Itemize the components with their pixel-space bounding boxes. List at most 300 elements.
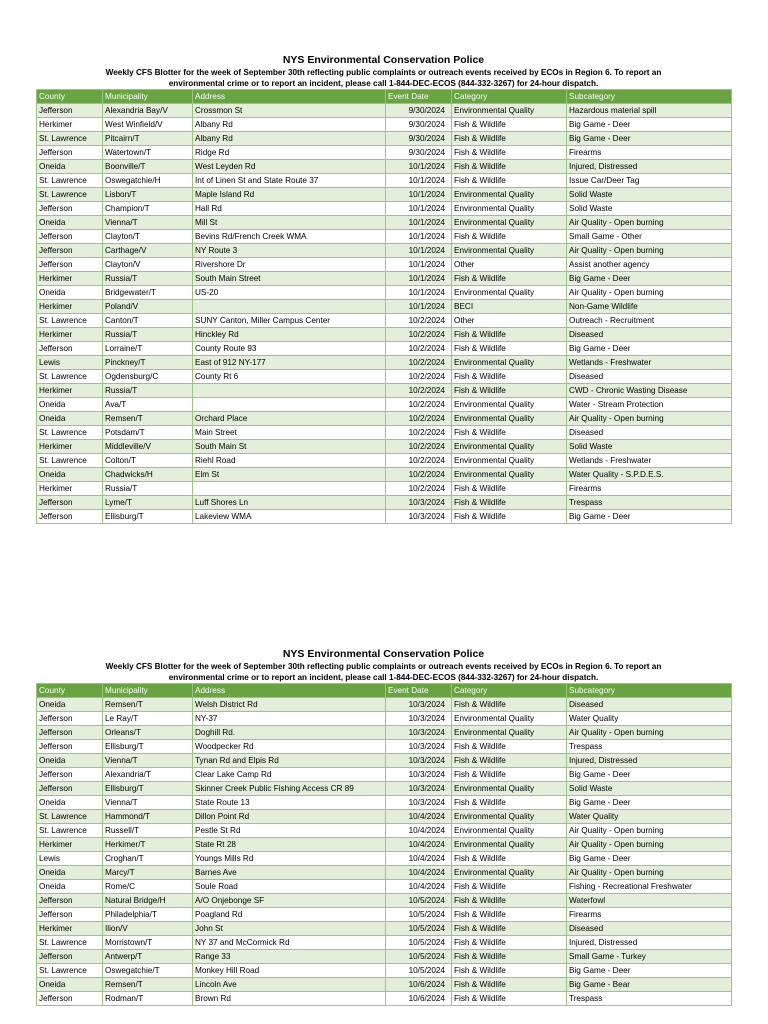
subcategory-cell: Firearms	[567, 482, 732, 496]
municipality-cell: Herkimer/T	[103, 838, 193, 852]
address-cell: Woodpecker Rd	[193, 740, 386, 754]
subcategory-cell: Big Game - Deer	[567, 852, 732, 866]
category-cell: Fish & Wildlife	[452, 936, 567, 950]
county-cell: St. Lawrence	[37, 174, 103, 188]
address-cell: Bevins Rd/French Creek WMA	[193, 230, 386, 244]
table-row	[37, 286, 732, 300]
event-date-cell: 10/2/2024	[386, 342, 452, 356]
address-cell: Hall Rd	[193, 202, 386, 216]
municipality-cell: Morristown/T	[103, 936, 193, 950]
category-cell: Environmental Quality	[452, 782, 567, 796]
event-date-cell: 10/1/2024	[386, 300, 452, 314]
county-cell: Jefferson	[37, 104, 103, 118]
address-cell: Lincoln Ave	[193, 978, 386, 992]
address-cell: Pestle St Rd	[193, 824, 386, 838]
column-header-category: Category	[452, 90, 567, 104]
county-cell: Jefferson	[37, 712, 103, 726]
subcategory-cell: Trespass	[567, 740, 732, 754]
county-cell: Oneida	[37, 160, 103, 174]
county-cell: Jefferson	[37, 230, 103, 244]
category-cell: Fish & Wildlife	[452, 426, 567, 440]
subcategory-cell: Big Game - Deer	[567, 118, 732, 132]
column-header-address: Address	[193, 90, 386, 104]
category-cell: Fish & Wildlife	[452, 118, 567, 132]
subcategory-cell: Outreach - Recruitment	[567, 314, 732, 328]
municipality-cell: Philadelphia/T	[103, 908, 193, 922]
subcategory-cell: Fishing - Recreational Freshwater	[567, 880, 732, 894]
page-subtitle-line-1: Weekly CFS Blotter for the week of September 30th reflecting public complaints or outreach events received by ECOs in Region 6. To report an	[105, 68, 662, 77]
table-row	[37, 426, 732, 440]
municipality-cell: Ellisburg/T	[103, 782, 193, 796]
event-date-cell: 9/30/2024	[386, 104, 452, 118]
category-cell: Fish & Wildlife	[452, 132, 567, 146]
category-cell: BECI	[452, 300, 567, 314]
municipality-cell: Lorraine/T	[103, 342, 193, 356]
county-cell: St. Lawrence	[37, 810, 103, 824]
municipality-cell: Poland/V	[103, 300, 193, 314]
table-row	[37, 950, 732, 964]
event-date-cell: 10/3/2024	[386, 496, 452, 510]
county-cell: Jefferson	[37, 496, 103, 510]
subcategory-cell: Diseased	[567, 922, 732, 936]
address-cell: County Route 93	[193, 342, 386, 356]
municipality-cell: Russia/T	[103, 482, 193, 496]
category-cell: Fish & Wildlife	[452, 894, 567, 908]
category-cell: Environmental Quality	[452, 104, 567, 118]
municipality-cell: Watertown/T	[103, 146, 193, 160]
municipality-cell: Vienna/T	[103, 754, 193, 768]
subcategory-cell: Diseased	[567, 698, 732, 712]
address-cell: Int of Linen St and State Route 37	[193, 174, 386, 188]
address-cell: Monkey Hill Road	[193, 964, 386, 978]
municipality-cell: Middleville/V	[103, 440, 193, 454]
subcategory-cell: Big Game - Deer	[567, 132, 732, 146]
blotter-table	[36, 89, 732, 524]
subcategory-cell: CWD - Chronic Wasting Disease	[567, 384, 732, 398]
subcategory-cell: Diseased	[567, 328, 732, 342]
category-cell: Fish & Wildlife	[452, 384, 567, 398]
event-date-cell: 10/5/2024	[386, 908, 452, 922]
address-cell: NY Route 3	[193, 244, 386, 258]
event-date-cell: 10/6/2024	[386, 992, 452, 1006]
address-cell: South Main St	[193, 440, 386, 454]
county-cell: Oneida	[37, 978, 103, 992]
blotter-table	[36, 683, 732, 1006]
subcategory-cell: Small Game - Other	[567, 230, 732, 244]
subcategory-cell: Air Quality - Open burning	[567, 412, 732, 426]
county-cell: Jefferson	[37, 894, 103, 908]
event-date-cell: 10/3/2024	[386, 726, 452, 740]
category-cell: Fish & Wildlife	[452, 698, 567, 712]
address-cell: State Rt 28	[193, 838, 386, 852]
municipality-cell: Rome/C	[103, 880, 193, 894]
table-row	[37, 384, 732, 398]
event-date-cell: 10/2/2024	[386, 384, 452, 398]
category-cell: Environmental Quality	[452, 412, 567, 426]
table-row	[37, 754, 732, 768]
event-date-cell: 10/1/2024	[386, 174, 452, 188]
table-row	[37, 118, 732, 132]
page-title: NYS Environmental Conservation Police	[282, 648, 485, 660]
county-cell: Oneida	[37, 412, 103, 426]
subcategory-cell: Wetlands - Freshwater	[567, 356, 732, 370]
subcategory-cell: Solid Waste	[567, 440, 732, 454]
address-cell: Skinner Creek Public Fishing Access CR 89	[193, 782, 386, 796]
event-date-cell: 10/4/2024	[386, 810, 452, 824]
subcategory-cell: Hazardous material spill	[567, 104, 732, 118]
subcategory-cell: Non-Game Wildlife	[567, 300, 732, 314]
event-date-cell: 9/30/2024	[386, 146, 452, 160]
county-cell: Jefferson	[37, 510, 103, 524]
municipality-cell: Potsdam/T	[103, 426, 193, 440]
county-cell: St. Lawrence	[37, 964, 103, 978]
category-cell: Environmental Quality	[452, 726, 567, 740]
event-date-cell: 10/2/2024	[386, 356, 452, 370]
table-row	[37, 272, 732, 286]
county-cell: St. Lawrence	[37, 370, 103, 384]
column-header-municipality: Municipality	[103, 90, 193, 104]
category-cell: Environmental Quality	[452, 244, 567, 258]
municipality-cell: Alexandria Bay/V	[103, 104, 193, 118]
county-cell: Oneida	[37, 286, 103, 300]
county-cell: St. Lawrence	[37, 824, 103, 838]
category-cell: Fish & Wildlife	[452, 740, 567, 754]
county-cell: Jefferson	[37, 258, 103, 272]
address-cell: Range 33	[193, 950, 386, 964]
event-date-cell: 10/4/2024	[386, 824, 452, 838]
event-date-cell: 10/3/2024	[386, 796, 452, 810]
municipality-cell: Orleans/T	[103, 726, 193, 740]
address-cell: Youngs Mills Rd	[193, 852, 386, 866]
event-date-cell: 10/5/2024	[386, 950, 452, 964]
municipality-cell: Russia/T	[103, 272, 193, 286]
table-row	[37, 440, 732, 454]
municipality-cell: Natural Bridge/H	[103, 894, 193, 908]
table-row	[37, 314, 732, 328]
address-cell: Ridge Rd	[193, 146, 386, 160]
table-body	[37, 104, 732, 524]
municipality-cell: Russell/T	[103, 824, 193, 838]
column-header-municipality: Municipality	[103, 684, 193, 698]
county-cell: Oneida	[37, 880, 103, 894]
address-cell: Hinckley Rd	[193, 328, 386, 342]
municipality-cell: Carthage/V	[103, 244, 193, 258]
subcategory-cell: Firearms	[567, 908, 732, 922]
category-cell: Fish & Wildlife	[452, 922, 567, 936]
address-cell: Maple Island Rd	[193, 188, 386, 202]
county-cell: Jefferson	[37, 202, 103, 216]
table-row	[37, 922, 732, 936]
event-date-cell: 10/4/2024	[386, 838, 452, 852]
county-cell: Herkimer	[37, 384, 103, 398]
table-header-row	[37, 90, 732, 104]
municipality-cell: Pitcairn/T	[103, 132, 193, 146]
county-cell: Oneida	[37, 698, 103, 712]
event-date-cell: 9/30/2024	[386, 132, 452, 146]
category-cell: Fish & Wildlife	[452, 992, 567, 1006]
event-date-cell: 10/3/2024	[386, 712, 452, 726]
table-row	[37, 796, 732, 810]
category-cell: Other	[452, 258, 567, 272]
address-cell: US-20	[193, 286, 386, 300]
category-cell: Environmental Quality	[452, 810, 567, 824]
address-cell: Crossmon St	[193, 104, 386, 118]
table-row	[37, 768, 732, 782]
municipality-cell: Remsen/T	[103, 978, 193, 992]
table-row	[37, 104, 732, 118]
category-cell: Environmental Quality	[452, 202, 567, 216]
address-cell	[193, 300, 386, 314]
event-date-cell: 10/2/2024	[386, 426, 452, 440]
municipality-cell: Ava/T	[103, 398, 193, 412]
column-header-county: County	[37, 684, 103, 698]
municipality-cell: Ogdensburg/C	[103, 370, 193, 384]
category-cell: Fish & Wildlife	[452, 342, 567, 356]
municipality-cell: Antwerp/T	[103, 950, 193, 964]
address-cell: SUNY Canton, Miller Campus Center	[193, 314, 386, 328]
address-cell: NY 37 and McCormick Rd	[193, 936, 386, 950]
event-date-cell: 10/1/2024	[386, 244, 452, 258]
table-row	[37, 454, 732, 468]
address-cell: Barnes Ave	[193, 866, 386, 880]
table-row	[37, 216, 732, 230]
table-row	[37, 174, 732, 188]
subcategory-cell: Water Quality	[567, 712, 732, 726]
event-date-cell: 10/3/2024	[386, 768, 452, 782]
address-cell: Soule Road	[193, 880, 386, 894]
subcategory-cell: Air Quality - Open burning	[567, 726, 732, 740]
category-cell: Fish & Wildlife	[452, 978, 567, 992]
county-cell: Jefferson	[37, 782, 103, 796]
subcategory-cell: Air Quality - Open burning	[567, 866, 732, 880]
address-cell: Elm St	[193, 468, 386, 482]
category-cell: Environmental Quality	[452, 838, 567, 852]
page-subtitle-line-1: Weekly CFS Blotter for the week of September 30th reflecting public complaints or outreach events received by ECOs in Region 6. To report an	[105, 662, 662, 671]
category-cell: Fish & Wildlife	[452, 174, 567, 188]
county-cell: Herkimer	[37, 300, 103, 314]
subcategory-cell: Wetlands - Freshwater	[567, 454, 732, 468]
subcategory-cell: Solid Waste	[567, 202, 732, 216]
subcategory-cell: Issue Car/Deer Tag	[567, 174, 732, 188]
table-row	[37, 740, 732, 754]
subcategory-cell: Big Game - Deer	[567, 272, 732, 286]
blotter-page-1	[36, 54, 731, 524]
subcategory-cell: Big Game - Deer	[567, 342, 732, 356]
county-cell: Oneida	[37, 216, 103, 230]
address-cell: Mill St	[193, 216, 386, 230]
municipality-cell: Bridgewater/T	[103, 286, 193, 300]
municipality-cell: Croghan/T	[103, 852, 193, 866]
event-date-cell: 10/1/2024	[386, 258, 452, 272]
table-row	[37, 412, 732, 426]
table-row	[37, 300, 732, 314]
blotter-page-2	[36, 648, 731, 1006]
municipality-cell: Marcy/T	[103, 866, 193, 880]
municipality-cell: Vienna/T	[103, 796, 193, 810]
address-cell: Rivershore Dr	[193, 258, 386, 272]
municipality-cell: Lyme/T	[103, 496, 193, 510]
event-date-cell: 10/2/2024	[386, 440, 452, 454]
municipality-cell: Rodman/T	[103, 992, 193, 1006]
table-row	[37, 964, 732, 978]
municipality-cell: Vienna/T	[103, 216, 193, 230]
category-cell: Fish & Wildlife	[452, 908, 567, 922]
address-cell: John St	[193, 922, 386, 936]
event-date-cell: 10/3/2024	[386, 510, 452, 524]
subcategory-cell: Water - Stream Protection	[567, 398, 732, 412]
county-cell: Jefferson	[37, 146, 103, 160]
event-date-cell: 10/2/2024	[386, 412, 452, 426]
table-row	[37, 202, 732, 216]
category-cell: Environmental Quality	[452, 356, 567, 370]
subcategory-cell: Big Game - Bear	[567, 978, 732, 992]
event-date-cell: 10/3/2024	[386, 740, 452, 754]
address-cell: Tynan Rd and Elpis Rd	[193, 754, 386, 768]
table-row	[37, 370, 732, 384]
page-subtitle-line-2: environmental crime or to report an incident, please call 1-844-DEC-ECOS (844-332-3267) for 24-hour dispatch.	[168, 673, 599, 682]
category-cell: Fish & Wildlife	[452, 768, 567, 782]
county-cell: Oneida	[37, 398, 103, 412]
municipality-cell: Colton/T	[103, 454, 193, 468]
subcategory-cell: Firearms	[567, 146, 732, 160]
column-header-subcategory: Subcategory	[567, 90, 732, 104]
event-date-cell: 10/1/2024	[386, 188, 452, 202]
event-date-cell: 10/3/2024	[386, 698, 452, 712]
subcategory-cell: Air Quality - Open burning	[567, 824, 732, 838]
category-cell: Fish & Wildlife	[452, 230, 567, 244]
table-row	[37, 992, 732, 1006]
county-cell: Herkimer	[37, 440, 103, 454]
subcategory-cell: Assist another agency	[567, 258, 732, 272]
municipality-cell: Ilion/V	[103, 922, 193, 936]
county-cell: Lewis	[37, 356, 103, 370]
category-cell: Environmental Quality	[452, 866, 567, 880]
category-cell: Fish & Wildlife	[452, 496, 567, 510]
category-cell: Fish & Wildlife	[452, 482, 567, 496]
county-cell: Lewis	[37, 852, 103, 866]
page-subtitle-line-2: environmental crime or to report an incident, please call 1-844-DEC-ECOS (844-332-3267) for 24-hour dispatch.	[168, 79, 599, 88]
subcategory-cell: Water Quality - S.P.D.E.S.	[567, 468, 732, 482]
county-cell: St. Lawrence	[37, 132, 103, 146]
category-cell: Fish & Wildlife	[452, 370, 567, 384]
municipality-cell: Boonville/T	[103, 160, 193, 174]
table-row	[37, 188, 732, 202]
county-cell: Jefferson	[37, 740, 103, 754]
subcategory-cell: Trespass	[567, 496, 732, 510]
table-row	[37, 838, 732, 852]
event-date-cell: 10/4/2024	[386, 852, 452, 866]
county-cell: Jefferson	[37, 950, 103, 964]
category-cell: Environmental Quality	[452, 216, 567, 230]
county-cell: Oneida	[37, 468, 103, 482]
column-header-category: Category	[452, 684, 567, 698]
table-row	[37, 398, 732, 412]
address-cell: East of 912 NY-177	[193, 356, 386, 370]
municipality-cell: Remsen/T	[103, 412, 193, 426]
subcategory-cell: Water Quality	[567, 810, 732, 824]
event-date-cell: 10/6/2024	[386, 978, 452, 992]
table-row	[37, 482, 732, 496]
county-cell: Jefferson	[37, 908, 103, 922]
municipality-cell: Oswegatchie/H	[103, 174, 193, 188]
category-cell: Fish & Wildlife	[452, 964, 567, 978]
event-date-cell: 10/1/2024	[386, 216, 452, 230]
county-cell: St. Lawrence	[37, 188, 103, 202]
subcategory-cell: Injured, Distressed	[567, 160, 732, 174]
address-cell: County Rt 6	[193, 370, 386, 384]
municipality-cell: West Winfield/V	[103, 118, 193, 132]
address-cell: Albany Rd	[193, 118, 386, 132]
table-row	[37, 468, 732, 482]
county-cell: St. Lawrence	[37, 426, 103, 440]
event-date-cell: 10/5/2024	[386, 922, 452, 936]
table-row	[37, 824, 732, 838]
address-cell: West Leyden Rd	[193, 160, 386, 174]
county-cell: St. Lawrence	[37, 454, 103, 468]
municipality-cell: Hammond/T	[103, 810, 193, 824]
address-cell: A/O Onjebonge SF	[193, 894, 386, 908]
address-cell: Lakeview WMA	[193, 510, 386, 524]
municipality-cell: Clayton/V	[103, 258, 193, 272]
table-row	[37, 978, 732, 992]
municipality-cell: Ellisburg/T	[103, 510, 193, 524]
table-row	[37, 782, 732, 796]
category-cell: Fish & Wildlife	[452, 510, 567, 524]
event-date-cell: 10/1/2024	[386, 286, 452, 300]
county-cell: Herkimer	[37, 328, 103, 342]
column-header-county: County	[37, 90, 103, 104]
category-cell: Fish & Wildlife	[452, 880, 567, 894]
table-row	[37, 866, 732, 880]
table-row	[37, 146, 732, 160]
subcategory-cell: Solid Waste	[567, 188, 732, 202]
category-cell: Other	[452, 314, 567, 328]
table-header-row	[37, 684, 732, 698]
event-date-cell: 10/3/2024	[386, 782, 452, 796]
event-date-cell: 9/30/2024	[386, 118, 452, 132]
county-cell: Herkimer	[37, 838, 103, 852]
municipality-cell: Pinckney/T	[103, 356, 193, 370]
municipality-cell: Russia/T	[103, 384, 193, 398]
address-cell: Main Street	[193, 426, 386, 440]
municipality-cell: Clayton/T	[103, 230, 193, 244]
table-row	[37, 328, 732, 342]
municipality-cell: Canton/T	[103, 314, 193, 328]
event-date-cell: 10/2/2024	[386, 454, 452, 468]
municipality-cell: Alexandria/T	[103, 768, 193, 782]
address-cell	[193, 482, 386, 496]
table-row	[37, 852, 732, 866]
event-date-cell: 10/1/2024	[386, 160, 452, 174]
event-date-cell: 10/2/2024	[386, 370, 452, 384]
event-date-cell: 10/1/2024	[386, 272, 452, 286]
category-cell: Fish & Wildlife	[452, 852, 567, 866]
event-date-cell: 10/5/2024	[386, 936, 452, 950]
category-cell: Fish & Wildlife	[452, 328, 567, 342]
county-cell: Jefferson	[37, 244, 103, 258]
municipality-cell: Remsen/T	[103, 698, 193, 712]
table-row	[37, 356, 732, 370]
county-cell: Herkimer	[37, 118, 103, 132]
subcategory-cell: Air Quality - Open burning	[567, 838, 732, 852]
table-row	[37, 894, 732, 908]
category-cell: Fish & Wildlife	[452, 950, 567, 964]
address-cell: Riehl Road	[193, 454, 386, 468]
table-row	[37, 258, 732, 272]
county-cell: Jefferson	[37, 342, 103, 356]
subcategory-cell: Air Quality - Open burning	[567, 244, 732, 258]
category-cell: Environmental Quality	[452, 468, 567, 482]
